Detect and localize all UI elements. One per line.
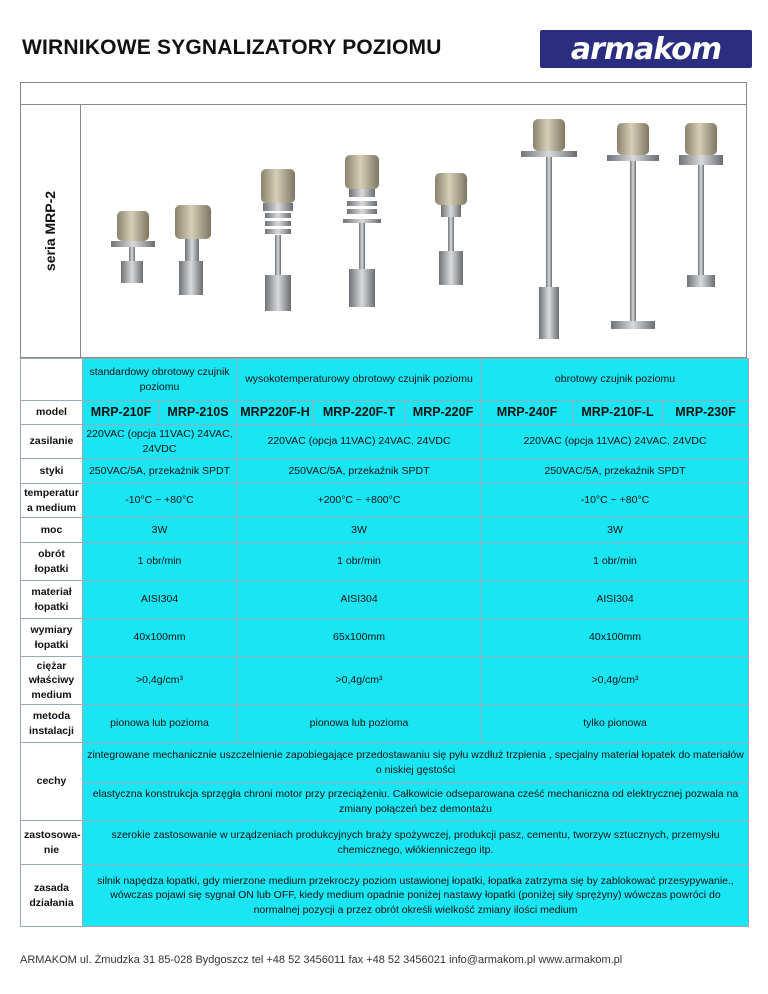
row-label: wymiary łopatki [21,619,83,657]
header-empty-row [20,82,747,104]
spec-cell: AISI304 [237,581,482,619]
spec-cell: -10°C ~ +80°C [482,484,749,518]
divider [80,104,81,358]
zastosowanie-row [21,821,749,865]
model-name: MRP-240F [482,401,573,425]
spec-cell: 1 obr/min [83,543,237,581]
model-name: MRP220F-H [237,401,314,425]
model-name: MRP-210S [160,401,237,425]
spec-cell: elastyczna konstrukcja sprzęgła chroni motor przy przeciążeniu. Całkowicie odseparowana cześć mechaniczna od elektrycznej pozwala na zmiany połączeń bez demontażu [83,783,749,821]
obrot-row [21,543,749,581]
spec-cell: >0,4g/cm³ [83,657,237,705]
spec-cell: 250VAC/5A, przekaźnik SPDT [83,459,237,484]
row-label: materiał łopatki [21,581,83,619]
product-mrp-210s-image [175,205,211,295]
product-mrp-210f-l-image [607,123,659,329]
row-label: cechy [21,743,83,821]
styki-row [21,459,749,484]
cechy-row-2 [21,783,749,821]
spec-cell: AISI304 [482,581,749,619]
moc-row [21,518,749,543]
specification-table [20,358,749,927]
product-mrp-220f-image [435,173,467,285]
spec-cell: pionowa lub pozioma [237,705,482,743]
armakom-logo [540,30,752,68]
row-label: zasada działania [21,865,83,927]
spec-cell: 220VAC (opcja 11VAC) 24VAC, 24VDC [482,425,749,459]
product-mrp-220f-t-image [343,155,381,307]
row-label: zasilanie [21,425,83,459]
spec-cell: 65x100mm [237,619,482,657]
product-mrp-240f-image [521,119,577,339]
spec-cell: >0,4g/cm³ [482,657,749,705]
footer-contact: ARMAKOM ul. Żmudzka 31 85-028 Bydgoszcz tel +48 52 3456011 fax +48 52 3456021 info@armakom.pl www.armakom.pl [20,954,623,966]
spec-cell: 250VAC/5A, przekaźnik SPDT [237,459,482,484]
spec-cell: 3W [83,518,237,543]
spec-cell: 3W [237,518,482,543]
row-label: metoda instalacji [21,705,83,743]
group-high-temp: wysokotemperaturowy obrotowy czujnik poziomu [237,359,482,401]
spec-cell: szerokie zastosowanie w urządzeniach produkcyjnych braży spożywczej, produkcji pasz, cementu, tworzyw sztucznych, przemysłu chemicznego, włókienniczego itp. [83,821,749,865]
spec-cell: 3W [482,518,749,543]
series-label: seria MRP-2 [42,190,58,272]
row-label: zastosowa-nie [21,821,83,865]
row-label: model [21,401,83,425]
group-header-row [21,359,749,401]
spec-cell: 220VAC (opcja 11VAC) 24VAC, 24VDC [83,425,237,459]
spec-cell: 1 obr/min [482,543,749,581]
spec-cell: 1 obr/min [237,543,482,581]
material-row [21,581,749,619]
product-mrp220f-h-image [261,169,295,311]
spec-cell: zintegrowane mechanicznie uszczelnienie zapobiegające przedostawaniu się pyłu wzdłuż trzpienia , specjalny materiał łopatek do materiałów o niskiej gęstości [83,743,749,783]
spec-cell: 40x100mm [482,619,749,657]
row-label: moc [21,518,83,543]
spec-cell: +200°C ~ +800°C [237,484,482,518]
model-name: MRP-210F-L [573,401,663,425]
metoda-row [21,705,749,743]
model-name: MRP-210F [83,401,160,425]
logo-text: armakom [570,31,722,67]
product-mrp-210f-image [111,211,155,283]
model-name: MRP-230F [663,401,749,425]
spec-cell: >0,4g/cm³ [237,657,482,705]
page-title: WIRNIKOWE SYGNALIZATORY POZIOMU [22,36,442,59]
group-header-empty [21,359,83,401]
product-mrp-230f-image [679,123,723,287]
zasilanie-row [21,425,749,459]
spec-cell: silnik napędza łopatki, gdy mierzone medium przekroczy poziom ustawionej łopatki, łopatka zatrzyma się by zablokować przesypywanie., wówczas pojawi się sygnał ON lub OFF, kiedy medium opadnie poniżej nastawy łopatki (poniżej siły sprężyny) wówczas powróci do normalnej pozycji a przez obrót określi wielkość zmiany ilości medium [83,865,749,927]
spec-cell: 40x100mm [83,619,237,657]
model-name: MRP-220F [405,401,482,425]
row-label: obrót łopatki [21,543,83,581]
spec-cell: pionowa lub pozioma [83,705,237,743]
spec-cell: AISI304 [83,581,237,619]
group-standard: standardowy obrotowy czujnik poziomu [83,359,237,401]
product-photos [21,105,748,359]
row-label: ciężar właściwy medium [21,657,83,705]
group-rotary: obrotowy czujnik poziomu [482,359,749,401]
temperatura-row [21,484,749,518]
spec-cell: 220VAC (opcja 11VAC) 24VAC, 24VDC [237,425,482,459]
model-name: MRP-220F-T [314,401,405,425]
cechy-row [21,743,749,783]
spec-cell: -10°C ~ +80°C [83,484,237,518]
ciezar-row [21,657,749,705]
wymiary-row [21,619,749,657]
spec-cell: tylko pionowa [482,705,749,743]
product-photos-area [20,104,747,358]
spec-cell: 250VAC/5A, przekaźnik SPDT [482,459,749,484]
model-row [21,401,749,425]
zasada-row [21,865,749,927]
row-label: temperatur a medium [21,484,83,518]
row-label: styki [21,459,83,484]
